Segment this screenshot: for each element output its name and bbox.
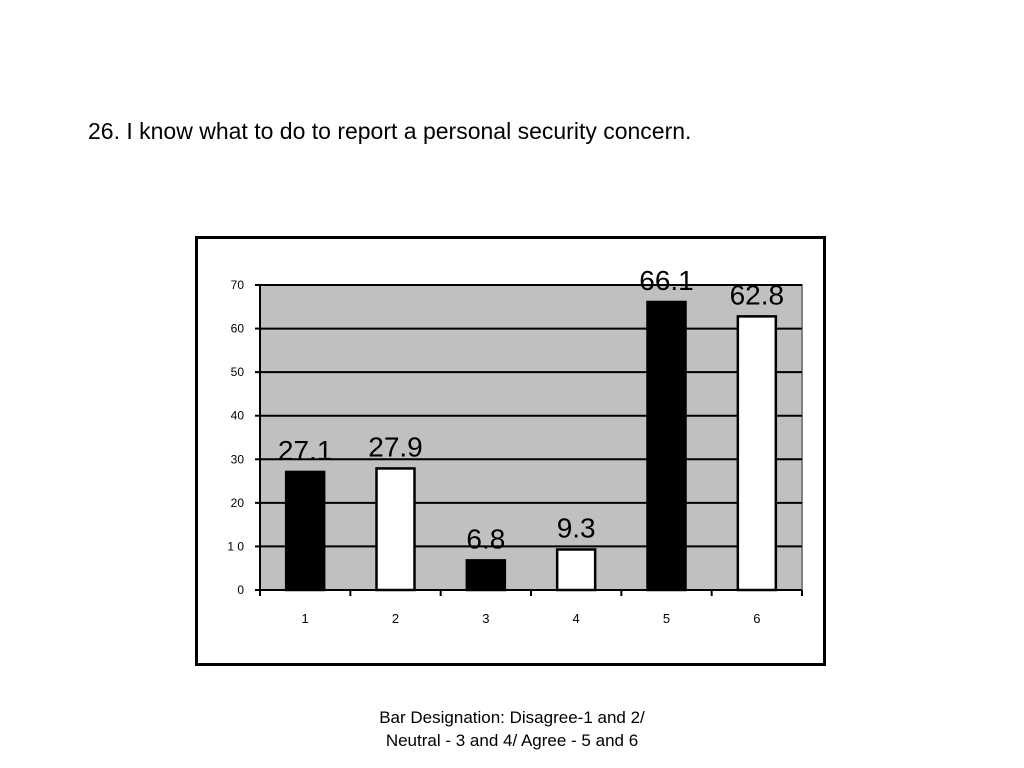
bar-2 <box>377 468 415 590</box>
y-tick-label-0: 0 <box>237 583 244 597</box>
bar-6 <box>738 316 776 590</box>
x-tick-label-1: 1 <box>301 611 309 626</box>
bar-designation-caption: Bar Designation: Disagree-1 and 2/ Neutral - 3 and 4/ Agree - 5 and 6 <box>379 708 645 750</box>
data-label-6: 62.8 <box>729 279 785 311</box>
slide-title: 26. I know what to do to report a personal security concern. <box>88 118 692 144</box>
bar-1 <box>286 472 324 590</box>
y-tick-label-7: 70 <box>230 278 244 292</box>
data-label-4: 9.3 <box>556 512 596 544</box>
data-label-5: 66.1 <box>639 264 694 296</box>
x-tick-label-2: 2 <box>391 611 400 626</box>
data-label-1: 27.1 <box>277 434 333 466</box>
bar-3 <box>467 560 505 590</box>
y-tick-label-5: 50 <box>230 365 244 380</box>
y-tick-label-6: 60 <box>230 321 244 336</box>
bar-4 <box>557 549 595 590</box>
bar-5 <box>648 302 686 590</box>
data-label-3: 6.8 <box>466 523 506 555</box>
x-tick-label-5: 5 <box>662 611 671 626</box>
x-tick-label-4: 4 <box>572 611 580 626</box>
y-tick-label-2: 20 <box>230 495 244 510</box>
x-tick-label-3: 3 <box>482 611 490 626</box>
y-tick-label-3: 30 <box>230 452 244 467</box>
plot-area <box>227 265 802 626</box>
plot-background <box>260 285 802 590</box>
y-tick-label-1: 1 0 <box>227 539 244 554</box>
data-label-2: 27.9 <box>368 431 423 463</box>
y-tick-label-4: 40 <box>230 408 244 423</box>
x-tick-label-6: 6 <box>753 611 761 626</box>
